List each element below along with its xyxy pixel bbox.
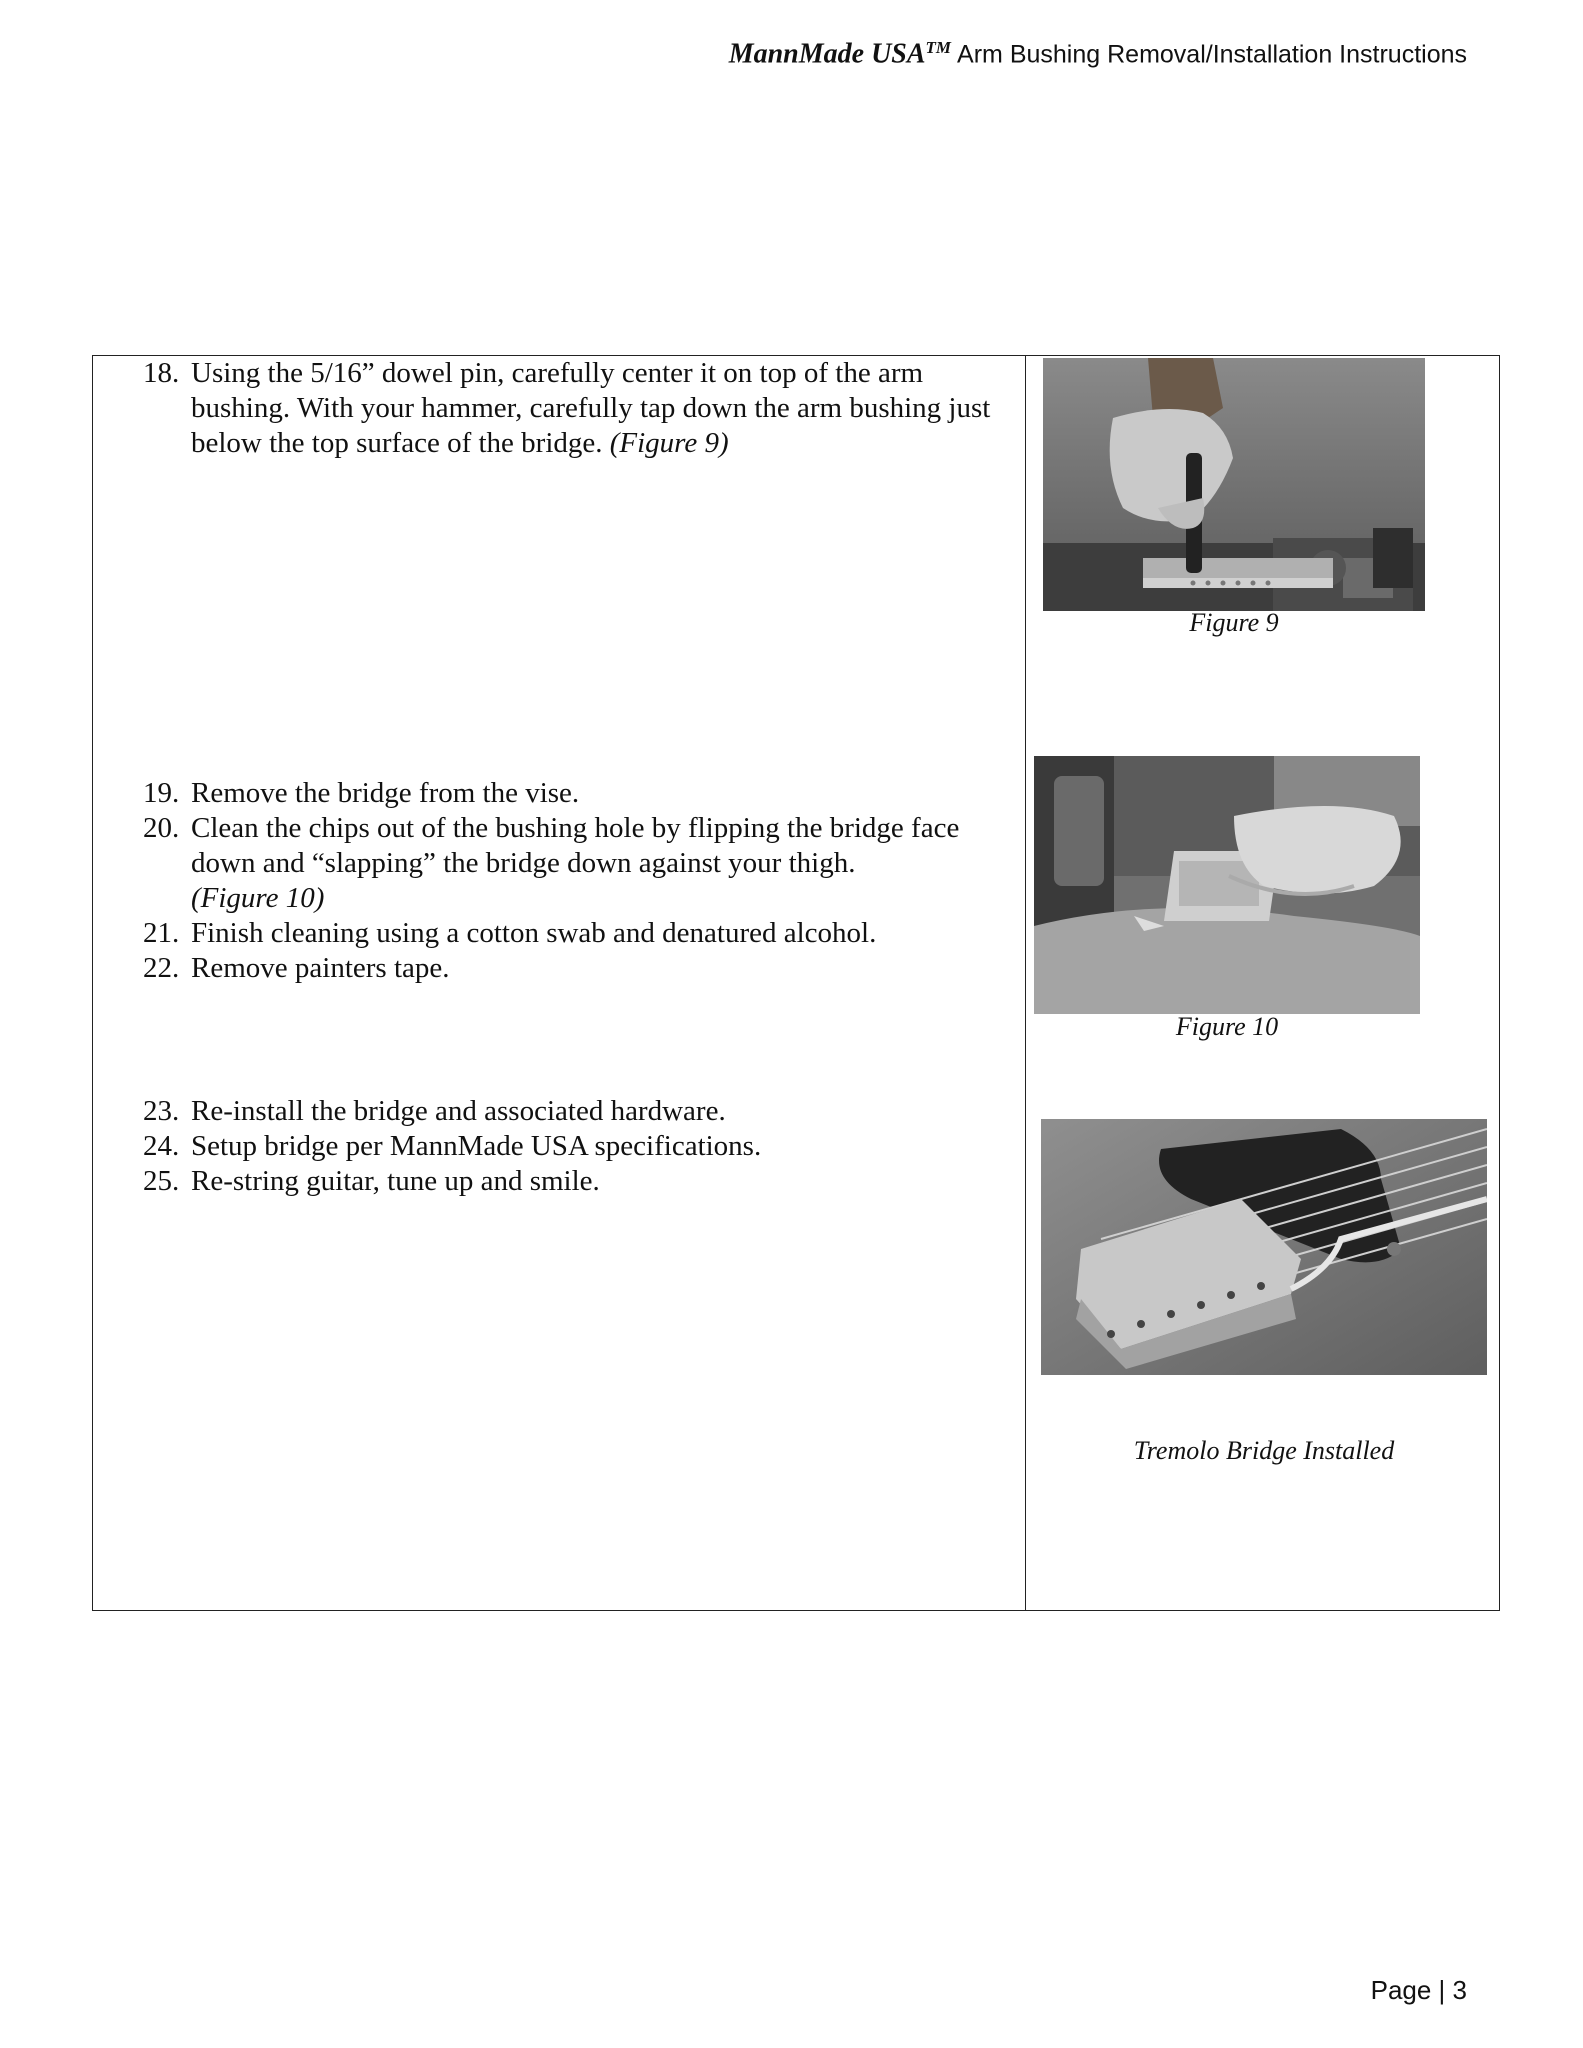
list-item [143,776,1003,811]
steps-group-2 [143,776,1003,986]
list-item [143,951,1003,986]
steps-group-3 [143,1094,1003,1199]
step-number: 19. [143,777,180,809]
step-text: Re-install the bridge and associated hardware. [191,1095,726,1127]
trademark-mark: TM [925,38,952,57]
list-item [143,1094,1003,1129]
list-item [143,1129,1003,1164]
step-text [191,356,1003,461]
step-number: 25. [143,1165,180,1197]
column-divider [1025,356,1026,1610]
step-text-body: Using the 5/16” dowel pin, carefully center it on top of the arm bushing. With your hammer, carefully tap down the arm bushing just below the top surface of the bridge. [191,357,991,459]
step-number: 18. [143,357,180,389]
step-number: 21. [143,917,180,949]
step-number: 20. [143,812,180,844]
header-title: Arm Bushing Removal/Installation Instructions [957,40,1467,69]
list-item [143,916,1003,951]
tremolo-bridge-photo [1041,1119,1487,1375]
figure-reference: (Figure 9) [609,427,729,459]
step-text: Finish cleaning using a cotton swab and denatured alcohol. [191,917,877,949]
list-item [143,356,1003,461]
instructions-table [92,355,1500,1611]
step-number: 23. [143,1095,180,1127]
page-number: Page | 3 [1370,1975,1467,2005]
tremolo-bridge-caption: Tremolo Bridge Installed [1133,1436,1395,1465]
step-text-body: Clean the chips out of the bushing hole by flipping the bridge face down and “slapping” the bridge down against your thigh. [191,812,960,879]
step-text: Setup bridge per MannMade USA specifications. [191,1130,762,1162]
step-text: Re-string guitar, tune up and smile. [191,1165,600,1197]
step-text [191,811,1003,916]
figure-9-photo [1043,358,1425,611]
list-item [143,1164,1003,1199]
step-number: 24. [143,1130,180,1162]
list-item [143,811,1003,916]
header-brand: MannMade USA [728,38,926,70]
figure-9-caption: Figure 9 [1189,608,1279,637]
step-number: 22. [143,952,180,984]
figure-10-photo [1034,756,1420,1014]
figure-reference: (Figure 10) [191,882,325,914]
step-text: Remove painters tape. [191,952,450,984]
figure-10-caption: Figure 10 [1175,1012,1279,1041]
page-header [729,38,1467,71]
step-text: Remove the bridge from the vise. [191,777,580,809]
steps-group-1 [143,356,1003,461]
